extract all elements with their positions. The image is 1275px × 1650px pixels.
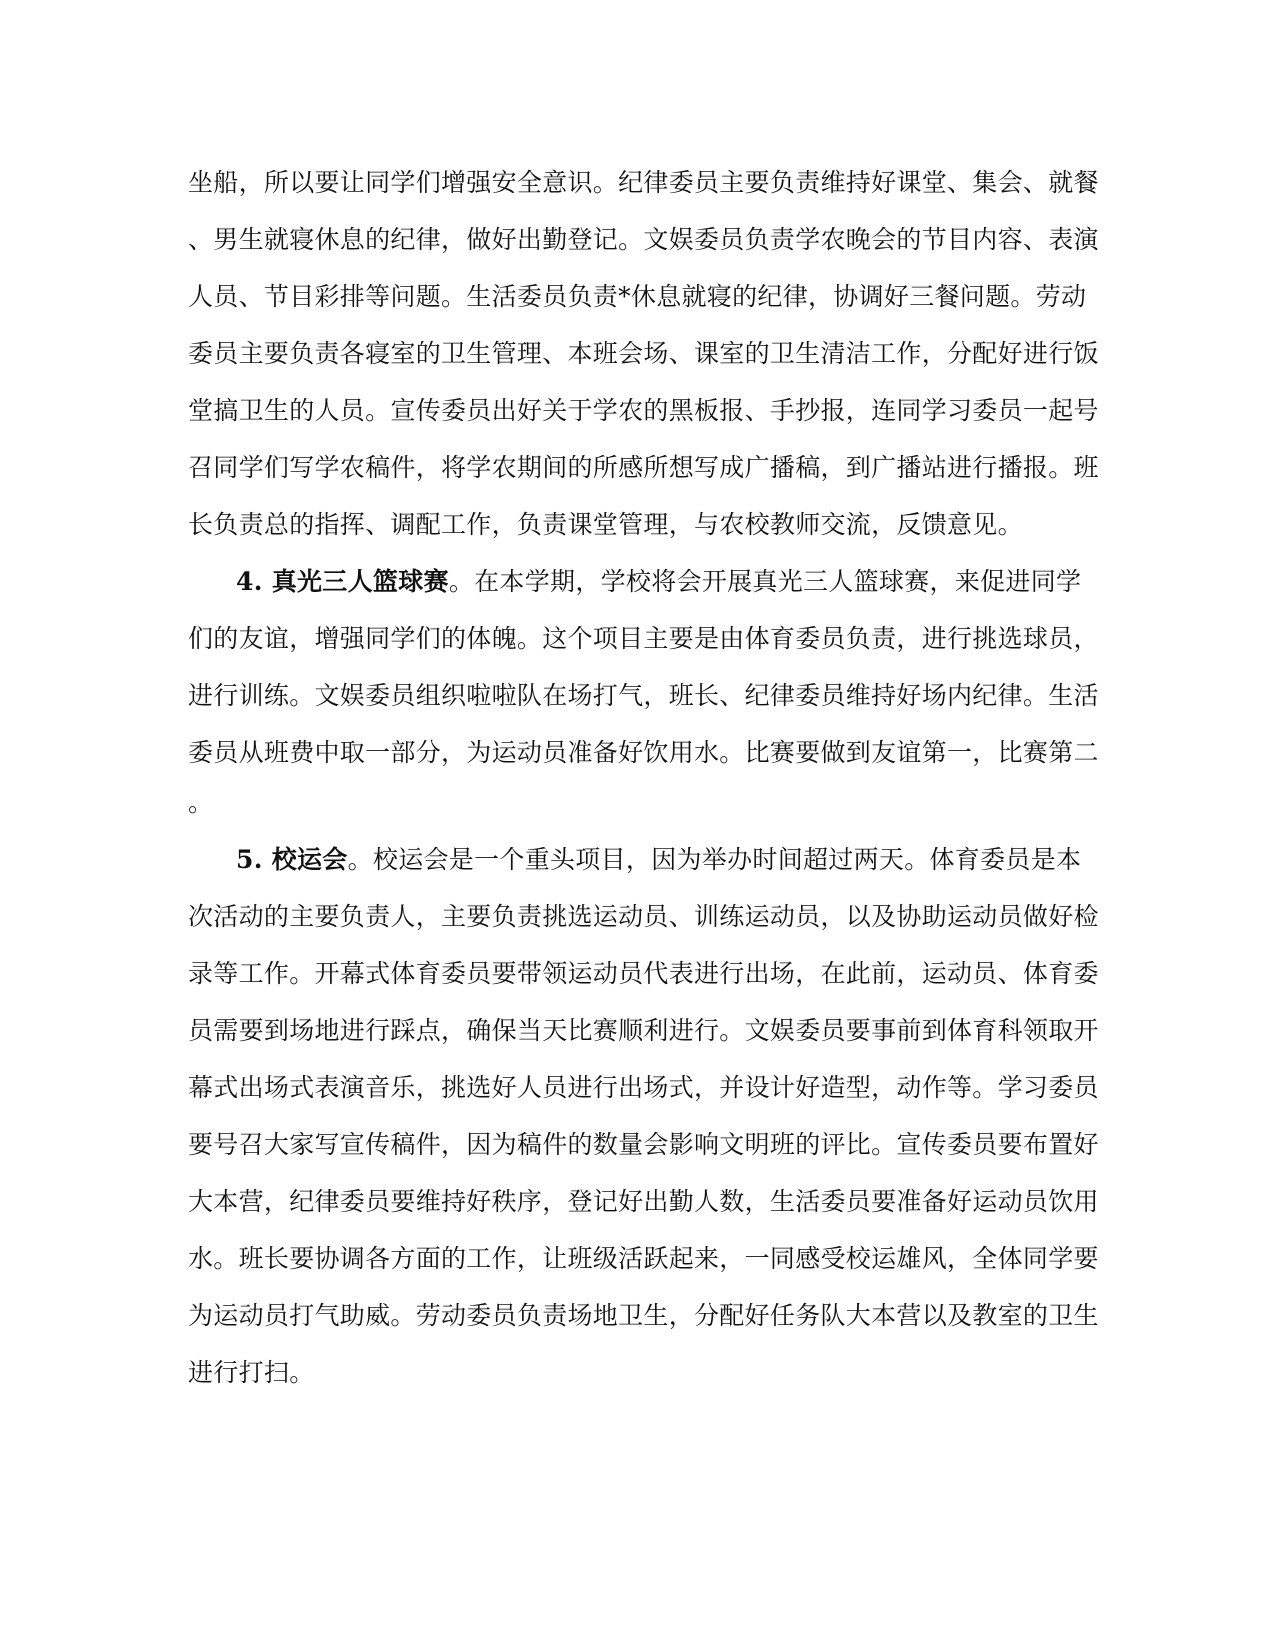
paragraph-line: 、男生就寝休息的纪律，做好出勤登记。文娱委员负责学农晚会的节目内容、表演 <box>188 225 1099 254</box>
paragraph-line: 召同学们写学农稿件，将学农期间的所感所想写成广播稿，到广播站进行播报。班 <box>188 453 1099 482</box>
item-5-first-line <box>236 843 1136 877</box>
paragraph-line: 水。班长要协调各方面的工作，让班级活跃起来，一同感受校运雄风，全体同学要 <box>188 1244 1099 1273</box>
paragraph-line: 坐船，所以要让同学们增强安全意识。纪律委员主要负责维持好课堂、集会、就餐 <box>188 168 1099 197</box>
item-5-text: 。校运会是一个重头项目，因为举办时间超过两天。体育委员是本 <box>347 845 1082 874</box>
item-5-heading: 5. 校运会 <box>236 845 348 874</box>
paragraph-line: 录等工作。开幕式体育委员要带领运动员代表进行出场，在此前，运动员、体育委 <box>188 959 1099 988</box>
paragraph-line: 们的友谊，增强同学们的体魄。这个项目主要是由体育委员负责，进行挑选球员， <box>188 624 1099 653</box>
item-4-text: 。在本学期，学校将会开展真光三人篮球赛，来促进同学 <box>448 567 1082 596</box>
item-4-heading: 4. 真光三人篮球赛 <box>236 567 449 596</box>
paragraph-line: 大本营，纪律委员要维持好秩序，登记好出勤人数，生活委员要准备好运动员饮用 <box>188 1187 1099 1216</box>
paragraph-line: 进行打扫。 <box>188 1358 315 1387</box>
paragraph-line: 幕式出场式表演音乐，挑选好人员进行出场式，并设计好造型，动作等。学习委员 <box>188 1073 1099 1102</box>
paragraph-line: 员需要到场地进行踩点，确保当天比赛顺利进行。文娱委员要事前到体育科领取开 <box>188 1016 1099 1045</box>
item-4-first-line <box>236 565 1136 599</box>
paragraph-line: 人员、节目彩排等问题。生活委员负责*休息就寝的纪律，协调好三餐问题。劳动 <box>188 282 1087 311</box>
paragraph-line: 。 <box>188 788 214 817</box>
paragraph-line: 委员主要负责各寝室的卫生管理、本班会场、课室的卫生清洁工作，分配好进行饭 <box>188 339 1099 368</box>
paragraph-line: 要号召大家写宣传稿件，因为稿件的数量会影响文明班的评比。宣传委员要布置好 <box>188 1130 1099 1159</box>
paragraph-line: 堂搞卫生的人员。宣传委员出好关于学农的黑板报、手抄报，连同学习委员一起号 <box>188 396 1099 425</box>
paragraph-line: 次活动的主要负责人，主要负责挑选运动员、训练运动员，以及协助运动员做好检 <box>188 902 1099 931</box>
paragraph-line: 为运动员打气助威。劳动委员负责场地卫生，分配好任务队大本营以及教室的卫生 <box>188 1301 1099 1330</box>
paragraph-line: 长负责总的指挥、调配工作，负责课堂管理，与农校教师交流，反馈意见。 <box>188 510 1023 539</box>
paragraph-line: 委员从班费中取一部分，为运动员准备好饮用水。比赛要做到友谊第一，比赛第二 <box>188 738 1099 767</box>
paragraph-line: 进行训练。文娱委员组织啦啦队在场打气，班长、纪律委员维持好场内纪律。生活 <box>188 681 1099 710</box>
